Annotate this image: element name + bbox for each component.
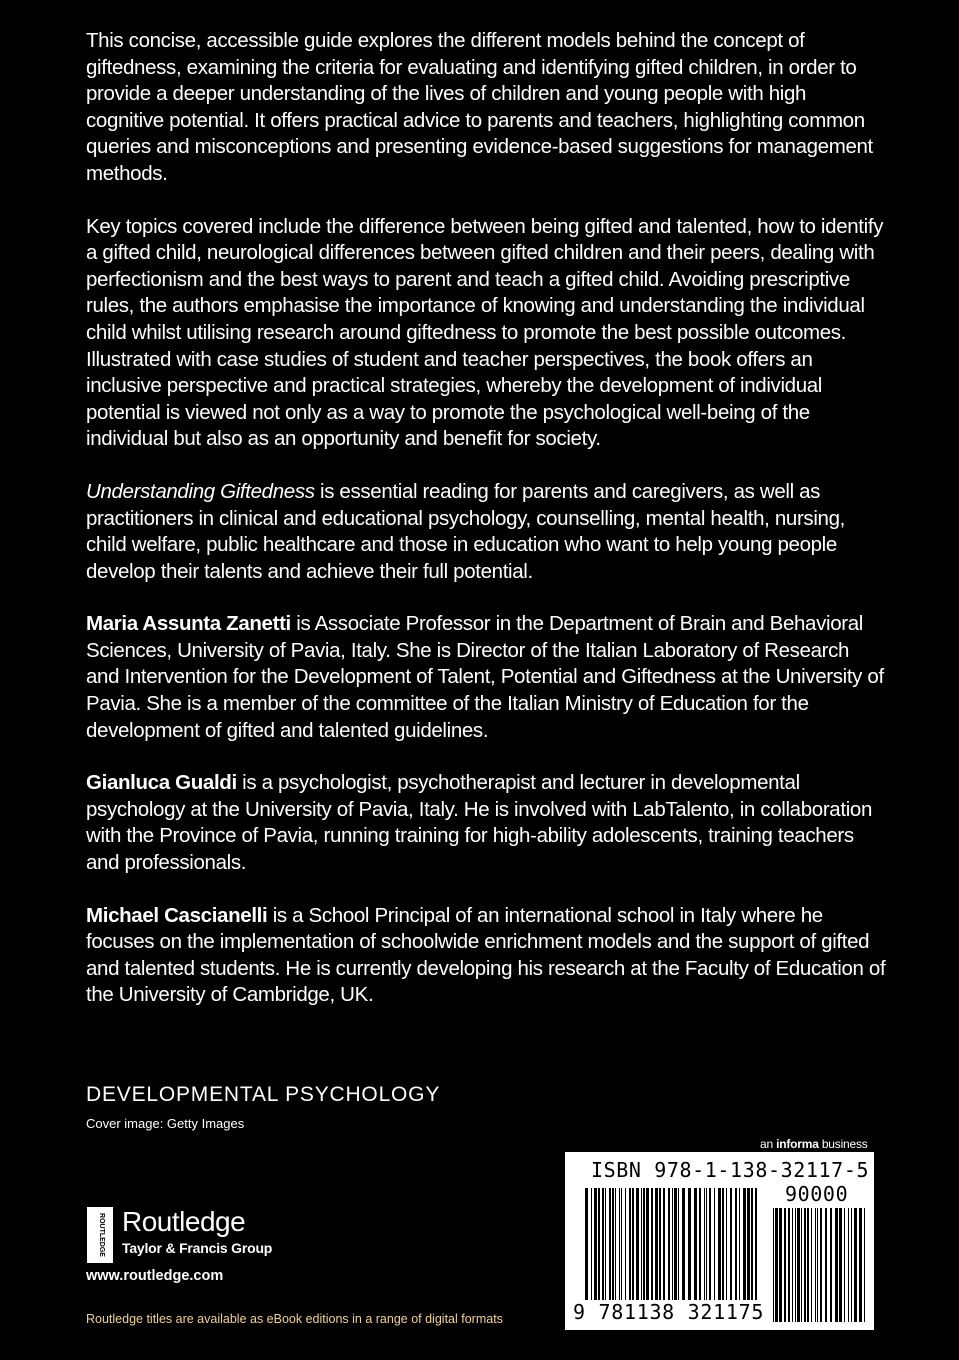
barcode-bar: [775, 1208, 778, 1322]
barcode-bar: [830, 1208, 832, 1322]
author-bio-text: is a School Principal of an international school in Italy where he focuses on the implementation of schoolwide enrichment models and the support of gifted and talented students. He is currently developing his research at the Faculty of Education of the University of Cambridge, UK.: [86, 903, 886, 1007]
price-code: 90000: [785, 1182, 849, 1206]
barcode-bar: [797, 1208, 800, 1322]
barcode-bar: [663, 1188, 665, 1300]
barcode-bar: [674, 1188, 677, 1300]
barcode-bar: [751, 1188, 753, 1300]
barcode-bar: [699, 1188, 701, 1300]
barcode-bar: [795, 1208, 796, 1322]
barcode-bar: [636, 1188, 639, 1300]
barcode-bar: [773, 1208, 774, 1322]
barcode-bar: [718, 1188, 721, 1300]
author-name: Gianluca Gualdi: [86, 771, 237, 795]
barcode-bar: [585, 1188, 588, 1300]
barcode-bar: [612, 1188, 614, 1300]
publisher-website: www.routledge.com: [86, 1268, 224, 1284]
barcode-bar: [784, 1208, 786, 1322]
routledge-logo-icon: [86, 1206, 114, 1264]
author-bio-text: is Associate Professor in the Department of Brain and Behavioral Sciences, University of Pavia, Italy. She is Director of the Italian Laboratory of Research and Intervention for the Development of Talent, Potential and Giftedness at the University of Pavia. She is a member of the committee of the Italian Ministry of Education for the development of gifted and talented guidelines.: [86, 612, 884, 742]
barcode-bar: [714, 1188, 715, 1300]
barcode-bar: [848, 1208, 849, 1322]
barcode-bar: [646, 1188, 649, 1300]
barcode-bar: [730, 1188, 732, 1300]
barcode-bar: [851, 1208, 852, 1322]
barcode-bar: [672, 1188, 673, 1300]
book-title: Understanding Giftedness: [86, 479, 315, 503]
ebook-availability-note: Routledge titles are available as eBook editions in a range of digital formats: [86, 1312, 503, 1326]
barcode-bar: [629, 1188, 631, 1300]
barcode-bar: [817, 1208, 818, 1322]
barcode-bar: [682, 1188, 685, 1300]
barcode-bar: [844, 1208, 845, 1322]
barcode-bar: [722, 1188, 724, 1300]
barcode-bar: [643, 1188, 645, 1300]
barcode-bar: [659, 1188, 661, 1300]
barcode-bar: [779, 1208, 782, 1322]
author-name: Maria Assunta Zanetti: [86, 612, 291, 636]
ean-digits: 9 781138 321175: [573, 1300, 765, 1324]
barcode-bar: [835, 1208, 838, 1322]
barcode-bar: [598, 1188, 600, 1300]
barcode-bar: [804, 1208, 806, 1322]
barcode-bar: [755, 1188, 757, 1300]
author-name: Michael Cascianelli: [86, 903, 268, 927]
cover-image-credit: Cover image: Getty Images: [86, 1116, 245, 1131]
author-bio-3: [86, 903, 886, 1009]
svg-text:ROUTLEDGE: ROUTLEDGE: [98, 1213, 105, 1257]
author-bio-1: [86, 611, 886, 744]
barcode-bar: [815, 1208, 816, 1322]
paragraph-3-text: is essential reading for parents and caregivers, as well as practitioners in clinical and educational psychology, counselling, mental health, nursing, child welfare, public healthcare and those in education who want to help young people develop their talents and achieve their full potential.: [86, 479, 845, 583]
barcode-bar: [609, 1188, 611, 1300]
barcode-bar: [709, 1188, 711, 1300]
barcode-bar: [726, 1188, 727, 1300]
barcode-bar: [594, 1188, 597, 1300]
barcode-bar: [739, 1188, 740, 1300]
barcode-bar: [854, 1208, 857, 1322]
barcode-bar: [668, 1188, 670, 1300]
barcode-bar: [801, 1208, 802, 1322]
author-bio-text: is a psychologist, psychotherapist and lecturer in developmental psychology at the University of Pavia, Italy. He is involved with LabTalento, in collaboration with the Province of Pavia, running training for high-ability adolescents, training teachers and professionals.: [86, 771, 873, 875]
routledge-logo: [86, 1206, 306, 1266]
barcode-bar: [788, 1208, 790, 1322]
barcode-bar: [678, 1188, 679, 1300]
subject-category: DEVELOPMENTAL PSYCHOLOGY: [86, 1083, 441, 1106]
barcode-bar: [591, 1188, 592, 1300]
barcode-bar: [632, 1188, 634, 1300]
barcode-bar: [743, 1188, 746, 1300]
barcode-bar: [615, 1188, 616, 1300]
barcode-bar: [602, 1188, 604, 1300]
barcode-bar: [605, 1188, 606, 1300]
barcode-bar: [619, 1188, 620, 1300]
barcode-bars-main: [585, 1188, 759, 1300]
isbn-barcode: [565, 1152, 874, 1330]
barcode-bar: [807, 1208, 809, 1322]
barcode-bar: [706, 1188, 707, 1300]
barcode-bars-addon: [773, 1208, 865, 1322]
barcode-bar: [694, 1188, 697, 1300]
barcode-bar: [820, 1208, 822, 1322]
barcode-bar: [792, 1208, 793, 1322]
description-paragraph-3: [86, 479, 886, 585]
back-cover-text: [86, 28, 886, 1035]
publisher-group: Taylor & Francis Group: [122, 1240, 273, 1256]
barcode-bar: [621, 1188, 622, 1300]
informa-business-tag: an informa business: [760, 1137, 868, 1151]
publisher-name: Routledge: [122, 1206, 246, 1237]
barcode-bar: [688, 1188, 691, 1300]
author-bio-2: [86, 770, 886, 876]
barcode-bar: [859, 1208, 862, 1322]
description-paragraph-2: Key topics covered include the difference between being gifted and talented, how to identify a gifted child, neurological differences between gifted children and their peers, dealing with perfectionism and the best ways to parent and teach a gifted child. Avoiding prescriptive rules, the authors emphasise the importance of knowing and understanding the individual child whilst utilising research around giftedness to promote the best possible outcomes. Illustrated with case studies of student and teacher perspectives, the book offers an inclusive perspective and practical strategies, whereby the development of individual potential is viewed not only as a way to promote the psychological well-being of the individual but also as an opportunity and benefit for society.: [86, 214, 884, 451]
barcode-bar: [839, 1208, 842, 1322]
isbn-number: ISBN 978-1-138-32117-5: [591, 1158, 870, 1182]
barcode-bar: [825, 1208, 827, 1322]
barcode-bar: [811, 1208, 812, 1322]
barcode-bar: [747, 1188, 750, 1300]
barcode-bar: [735, 1188, 737, 1300]
barcode-bar: [625, 1188, 626, 1300]
barcode-bar: [641, 1188, 642, 1300]
barcode-bar: [704, 1188, 705, 1300]
barcode-bar: [651, 1188, 653, 1300]
description-paragraph-1: This concise, accessible guide explores the different models behind the concept of giftedness, examining the criteria for evaluating and identifying gifted children, in order to provide a deeper understanding of the lives of children and young people with high cognitive potential. It offers practical advice to parents and teachers, highlighting common queries and misconceptions and presenting evidence-based suggestions for management methods.: [86, 29, 873, 185]
barcode-bar: [655, 1188, 658, 1300]
barcode-bar: [864, 1208, 865, 1322]
